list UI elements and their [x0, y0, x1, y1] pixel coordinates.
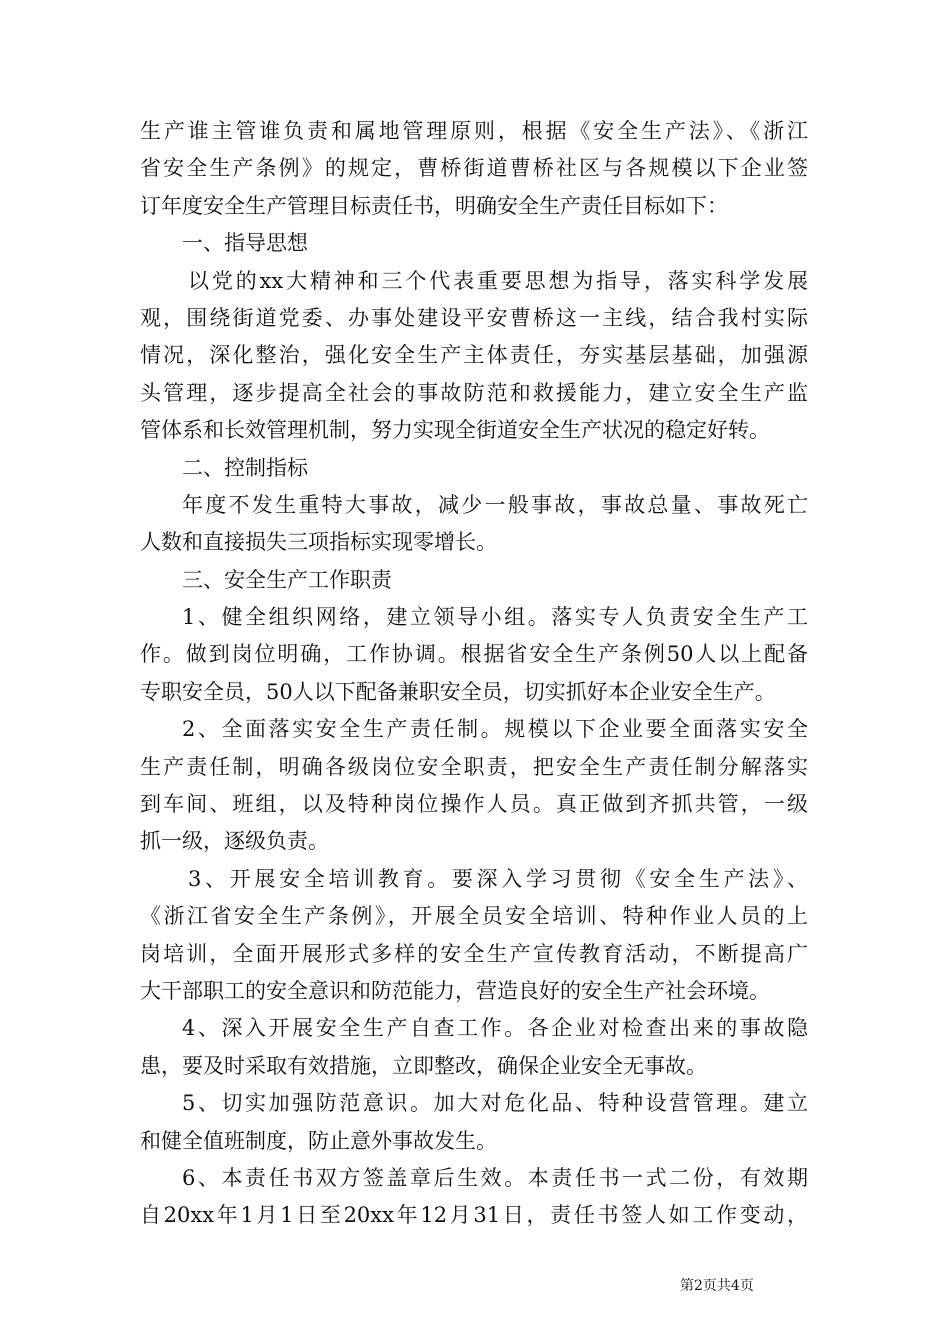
text-line-11: 年度不发生重特大事故，减少一般事故，事故总量、事故死亡 — [182, 492, 808, 517]
text-line-22: 《浙江省安全生产条例》，开展全员安全培训、特种作业人员的上 — [140, 904, 808, 929]
text-line-9: 管体系和长效管理机制，努力实现全街道安全生产状况的稳定好转。 — [140, 418, 770, 443]
text-line-18: 生产责任制，明确各级岗位安全职责，把安全生产责任制分解落实 — [140, 754, 808, 779]
text-line-14: 1、健全组织网络，建立领导小组。落实专人负责安全生产工 — [182, 605, 808, 630]
text-line-12: 人数和直接损失三项指标实现零增长。 — [140, 530, 497, 555]
text-line-16: 专职安全员，50人以下配备兼职安全员，切实抓好本企业安全生产。 — [140, 679, 776, 704]
text-line-7: 情况，深化整治，强化安全生产主体责任，夯实基层基础，加强源 — [140, 343, 808, 368]
text-line-29: 6、本责任书双方签盖章后生效。本责任书一式二份，有效期 — [182, 1165, 808, 1190]
text-line-8: 头管理，逐步提高全社会的事故防范和救援能力，建立安全生产监 — [140, 380, 808, 405]
text-line-17: 2、全面落实安全生产责任制。规模以下企业要全面落实安全 — [182, 717, 808, 742]
section-heading-guiding-ideology: 一、指导思想 — [182, 231, 308, 256]
text-line-24: 大干部职工的安全意识和防范能力，营造良好的安全生产社会环境。 — [140, 978, 770, 1003]
text-line-1: 生产谁主管谁负责和属地管理原则，根据《安全生产法》、《浙江 — [140, 119, 808, 143]
text-line-23: 岗培训，全面开展形式多样的安全生产宣传教育活动，不断提高广 — [140, 941, 808, 966]
section-heading-safety-duties: 三、安全生产工作职责 — [182, 567, 392, 592]
document-body — [140, 113, 808, 1235]
text-line-19: 到车间、班组，以及特种岗位操作人员。真正做到齐抓共管，一级 — [140, 792, 808, 817]
page-number-footer: 第2页共4页 — [680, 1278, 754, 1294]
text-line-21: 3、开展安全培训教育。要深入学习贯彻《安全生产法》、 — [188, 866, 808, 891]
text-line-28: 和健全值班制度，防止意外事故发生。 — [140, 1128, 497, 1153]
text-line-15: 作。做到岗位明确，工作协调。根据省安全生产条例50人以上配备 — [140, 642, 808, 667]
text-line-26: 患，要及时采取有效措施，立即整改，确保企业安全无事故。 — [140, 1053, 707, 1078]
text-line-30: 自20xx年1月1日至20xx年12月31日，责任书签人如工作变动， — [140, 1203, 808, 1228]
text-line-5: 以党的xx大精神和三个代表重要思想为指导，落实科学发展 — [188, 268, 808, 293]
text-line-6: 观，围绕街道党委、办事处建设平安曹桥这一主线，结合我村实际 — [140, 305, 808, 330]
text-line-27: 5、切实加强防范意识。加大对危化品、特种设营管理。建立 — [182, 1091, 808, 1116]
section-heading-control-indicators: 二、控制指标 — [182, 455, 308, 480]
text-line-20: 抓一级，逐级负责。 — [140, 829, 329, 854]
text-line-25: 4、深入开展安全生产自查工作。各企业对检查出来的事故隐 — [182, 1016, 808, 1041]
text-line-3: 订年度安全生产管理目标责任书，明确安全生产责任目标如下： — [140, 193, 728, 218]
text-line-2: 省安全生产条例》的规定，曹桥街道曹桥社区与各规模以下企业签 — [140, 156, 808, 181]
